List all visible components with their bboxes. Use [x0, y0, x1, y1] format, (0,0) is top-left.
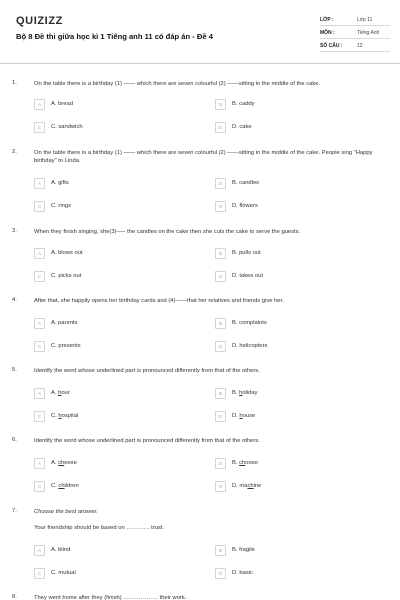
option-letter: A — [34, 458, 45, 469]
option-prefix: B. — [232, 390, 240, 396]
question-text: They went home after they (finish) ……………… their work. — [34, 595, 187, 600]
question-sentence: Your friendship should be based on ………… trust. — [34, 525, 164, 531]
option-c[interactable] — [34, 481, 184, 492]
option-text: C. sandwich — [51, 124, 83, 130]
question-text: On the table there is a birthday (1) —— which there are seven colourful (2) ——sitting in the middle of the cake. People sing "Happy birthday" to Linda. — [34, 150, 373, 164]
option-b[interactable] — [215, 388, 365, 399]
option-c[interactable] — [34, 568, 184, 579]
meta-table — [320, 13, 390, 52]
option-a[interactable] — [34, 178, 184, 189]
worksheet-header — [0, 0, 400, 64]
question-number: 1. — [12, 80, 17, 86]
option-letter: D — [215, 481, 226, 492]
option-d[interactable] — [215, 201, 365, 212]
option-text — [51, 483, 79, 489]
meta-key: LỚP : — [320, 17, 334, 23]
meta-value: Tiếng Anh — [357, 30, 380, 36]
option-letter: B — [215, 99, 226, 110]
option-b[interactable] — [215, 99, 365, 110]
question-number: 8. — [12, 594, 17, 600]
option-letter: B — [215, 388, 226, 399]
option-b[interactable] — [215, 248, 365, 259]
option-d[interactable] — [215, 271, 365, 282]
option-letter: D — [215, 122, 226, 133]
option-text: B. fragile — [232, 547, 255, 553]
option-a[interactable] — [34, 248, 184, 259]
question-number: 3. — [12, 228, 17, 234]
option-letter: A — [34, 388, 45, 399]
option-text — [51, 413, 78, 419]
option-letter: D — [215, 568, 226, 579]
option-text — [232, 413, 255, 419]
option-text: B. complaints — [232, 320, 267, 326]
option-text: D. cake — [232, 124, 252, 130]
meta-value: Lớp 11 — [357, 17, 373, 23]
option-b[interactable] — [215, 545, 365, 556]
option-a[interactable] — [34, 545, 184, 556]
question-number: 7. — [12, 508, 17, 514]
option-rest: ine — [253, 483, 262, 489]
option-rest: ospital — [61, 413, 79, 419]
option-d[interactable] — [215, 122, 365, 133]
underlined-part: ch — [58, 483, 65, 489]
question-text: After that, she happily opens her birthday cards and (4)——that her relatives and friends give her. — [34, 298, 284, 304]
option-letter: B — [215, 545, 226, 556]
option-rest: ouse — [242, 413, 256, 419]
question-text: Choose the best answer. — [34, 509, 98, 515]
option-prefix: C. — [51, 483, 59, 489]
worksheet-title: Bộ 8 Đề thi giữa học kì 1 Tiếng anh 11 có đáp án - Đề 4 — [16, 32, 213, 41]
option-letter: B — [215, 318, 226, 329]
option-c[interactable] — [34, 341, 184, 352]
underlined-part: ch — [247, 483, 254, 489]
option-letter: D — [215, 411, 226, 422]
option-rest: eese — [64, 460, 77, 466]
option-prefix: A. — [51, 390, 59, 396]
option-c[interactable] — [34, 411, 184, 422]
option-prefix: D. — [232, 413, 240, 419]
question-number: 6. — [12, 437, 17, 443]
option-letter: D — [215, 341, 226, 352]
option-a[interactable] — [34, 458, 184, 469]
option-prefix: A. — [51, 460, 59, 466]
option-text: A. parents — [51, 320, 78, 326]
quizizz-logo: QUIZIZZ — [16, 15, 63, 27]
option-letter: A — [34, 545, 45, 556]
option-c[interactable] — [34, 201, 184, 212]
option-letter: C — [34, 122, 45, 133]
meta-key: MÔN : — [320, 30, 335, 36]
option-prefix: C. — [51, 413, 59, 419]
option-text: A. blows out — [51, 250, 83, 256]
option-a[interactable] — [34, 99, 184, 110]
option-text — [232, 460, 258, 466]
meta-key: SỐ CÂU : — [320, 43, 343, 49]
question-text: Identify the word whose underlined part is pronounced differently from that of the others. — [34, 368, 260, 374]
option-letter: D — [215, 201, 226, 212]
option-letter: C — [34, 271, 45, 282]
meta-row-class — [320, 13, 390, 26]
option-letter: C — [34, 568, 45, 579]
underlined-part: h — [58, 413, 62, 419]
option-c[interactable] — [34, 122, 184, 133]
question-number: 5. — [12, 367, 17, 373]
option-letter: D — [215, 271, 226, 282]
option-letter: B — [215, 248, 226, 259]
option-rest: oliday — [242, 390, 258, 396]
question-number: 2. — [12, 149, 17, 155]
question-number: 4. — [12, 297, 17, 303]
option-letter: C — [34, 201, 45, 212]
meta-value: 12 — [357, 43, 363, 49]
question-text: When they finish singing, she(3)—– the candles on the cake then she cuts the cake to serve the guests. — [34, 229, 301, 235]
option-text: C. presents — [51, 343, 81, 349]
option-d[interactable] — [215, 411, 365, 422]
question-text: On the table there is a birthday (1) —— which there are seven colourful (2) ——sitting in the middle of the cake. — [34, 81, 321, 87]
option-letter: C — [34, 341, 45, 352]
option-text: C. picks out — [51, 273, 82, 279]
underlined-part: ch — [58, 460, 65, 466]
option-text: A. blind — [51, 547, 71, 553]
option-letter: C — [34, 481, 45, 492]
option-text: C. mutual — [51, 570, 76, 576]
option-text: B. pulls out — [232, 250, 261, 256]
option-prefix: B. — [232, 460, 240, 466]
underlined-part: h — [239, 390, 243, 396]
meta-row-subject — [320, 26, 390, 39]
option-text: B. caddy — [232, 101, 255, 107]
option-text: D. basic — [232, 570, 253, 576]
option-a[interactable] — [34, 388, 184, 399]
option-rest: ildren — [64, 483, 79, 489]
option-a[interactable] — [34, 318, 184, 329]
option-text: C. rings — [51, 203, 71, 209]
option-text: D. takes out — [232, 273, 263, 279]
underlined-part: h — [239, 413, 243, 419]
option-d[interactable] — [215, 481, 365, 492]
option-text: A. bread — [51, 101, 73, 107]
option-letter: A — [34, 178, 45, 189]
option-b[interactable] — [215, 318, 365, 329]
option-letter: B — [215, 178, 226, 189]
option-text — [51, 390, 70, 396]
option-text: D. helicopters — [232, 343, 268, 349]
option-rest: our — [61, 390, 70, 396]
option-letter: A — [34, 318, 45, 329]
option-text: D. flowers — [232, 203, 258, 209]
option-b[interactable] — [215, 458, 365, 469]
option-text — [51, 460, 77, 466]
option-text: B. candles — [232, 180, 260, 186]
option-prefix: D. ma — [232, 483, 248, 489]
option-letter: A — [34, 248, 45, 259]
option-d[interactable] — [215, 568, 365, 579]
option-b[interactable] — [215, 178, 365, 189]
underlined-part: h — [58, 390, 62, 396]
underlined-part: ch — [239, 460, 246, 466]
option-letter: B — [215, 458, 226, 469]
option-letter: A — [34, 99, 45, 110]
option-d[interactable] — [215, 341, 365, 352]
option-text — [232, 390, 257, 396]
option-rest: oose — [245, 460, 258, 466]
question-text: Identify the word whose underlined part is pronounced differently from that of the others. — [34, 438, 260, 444]
option-c[interactable] — [34, 271, 184, 282]
option-text — [232, 483, 261, 489]
option-text: A. gifts — [51, 180, 69, 186]
meta-row-count — [320, 39, 390, 52]
option-letter: C — [34, 411, 45, 422]
